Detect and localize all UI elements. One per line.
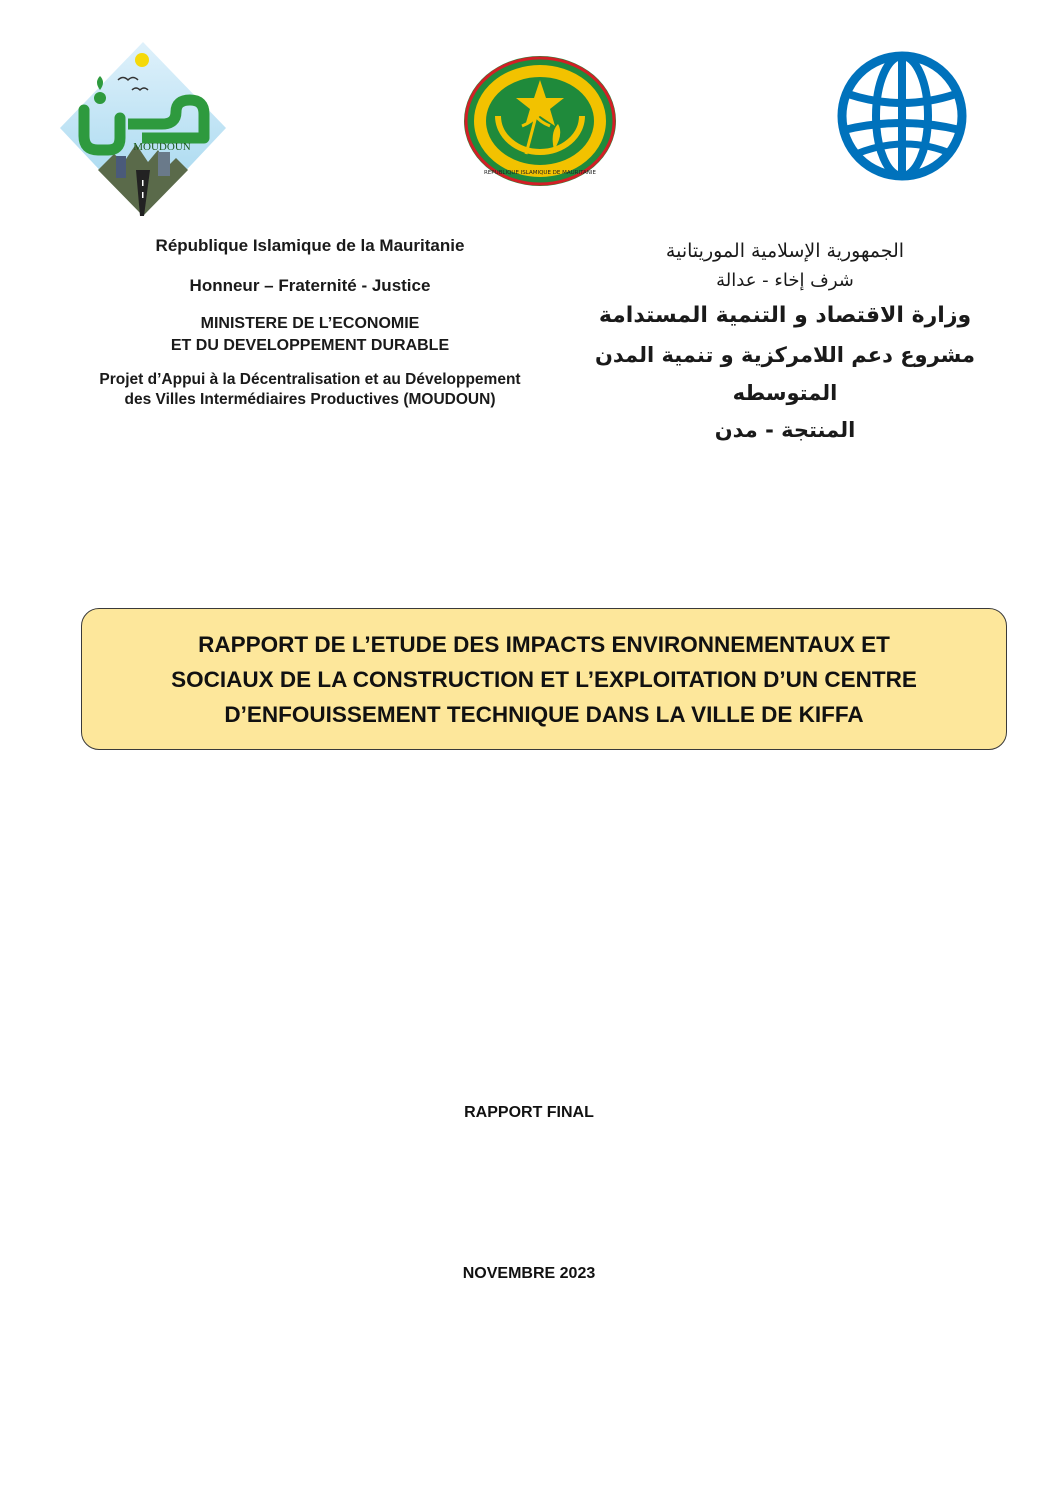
national-motto-fr: Honneur – Fraternité - Justice bbox=[189, 276, 431, 295]
republic-name-ar: الجمهورية الإسلامية الموريتانية bbox=[665, 240, 905, 262]
mauritania-emblem-icon bbox=[462, 54, 618, 188]
report-title-line-2: SOCIAUX DE LA CONSTRUCTION ET L’EXPLOITATION D’UN CENTRE bbox=[171, 666, 917, 692]
emblem-ring-text: REPUBLIQUE ISLAMIQUE DE MAURITANIE bbox=[483, 170, 597, 176]
header-arabic bbox=[560, 236, 1010, 448]
project-ar-line-2: المنتجة - مدن bbox=[714, 418, 856, 442]
project-line-1: Projet d’Appui à la Décentralisation et au Développement bbox=[99, 371, 521, 388]
header-french bbox=[70, 236, 550, 410]
republic-name-fr: République Islamique de la Mauritanie bbox=[155, 236, 465, 255]
national-motto-ar: شرف إخاء - عدالة bbox=[716, 270, 854, 291]
project-line-2: des Villes Intermédiaires Productives (MOUDOUN) bbox=[124, 391, 496, 408]
report-title-box bbox=[81, 608, 1007, 750]
moudoun-logo bbox=[58, 40, 228, 218]
report-date: NOVEMBRE 2023 bbox=[462, 1265, 596, 1282]
report-title-line-3: D’ENFOUISSEMENT TECHNIQUE DANS LA VILLE DE KIFFA bbox=[224, 701, 864, 727]
report-title-line-1: RAPPORT DE L’ETUDE DES IMPACTS ENVIRONNEMENTAUX ET bbox=[198, 631, 890, 657]
ministry-ar: وزارة الاقتصاد و التنمية المستدامة bbox=[598, 303, 972, 328]
ministry-line-2: ET DU DEVELOPPEMENT DURABLE bbox=[170, 337, 450, 354]
project-ar-line-1: مشروع دعم اللامركزية و تنمية المدن المتوسطه bbox=[594, 343, 976, 405]
report-status: RAPPORT FINAL bbox=[464, 1104, 594, 1121]
world-bank-globe-icon bbox=[836, 50, 968, 182]
report-title bbox=[109, 627, 979, 732]
moudoun-logo-text: MOUDOUN bbox=[133, 141, 191, 153]
ministry-line-1: MINISTERE DE L’ECONOMIE bbox=[200, 315, 420, 332]
